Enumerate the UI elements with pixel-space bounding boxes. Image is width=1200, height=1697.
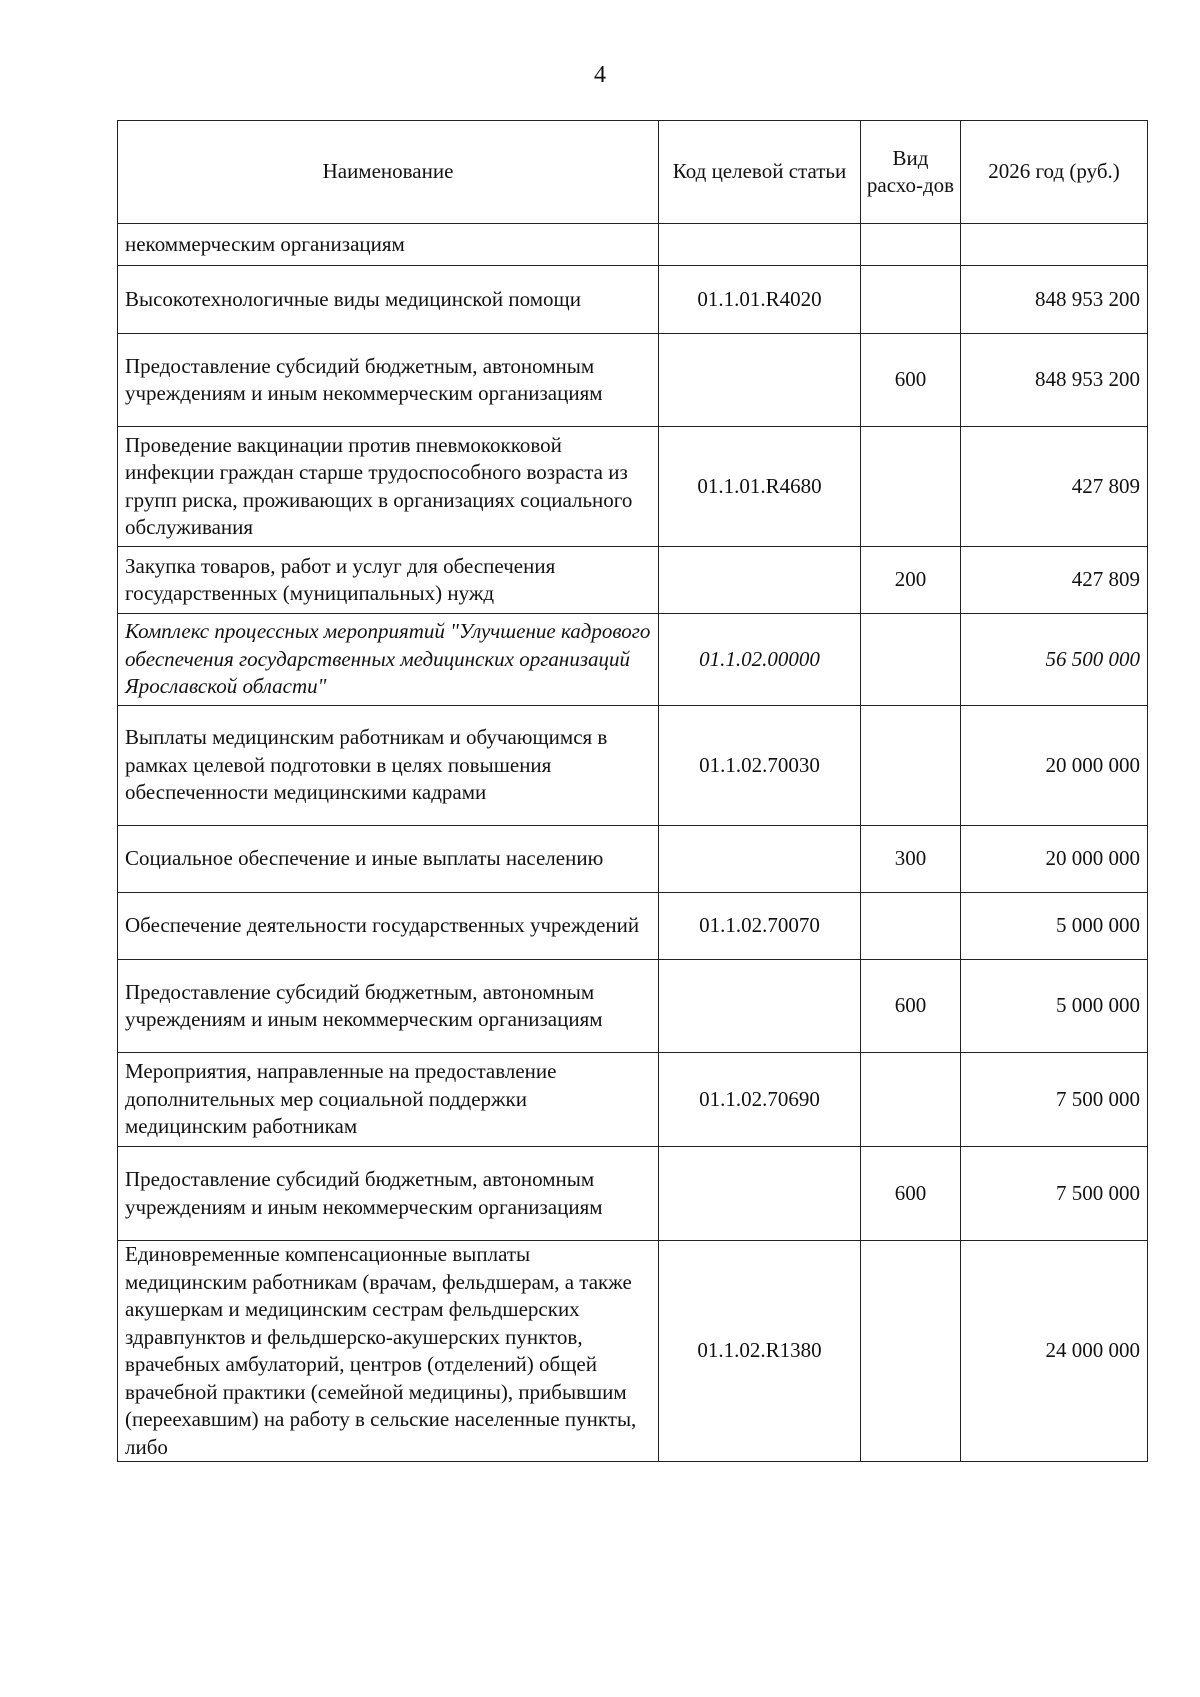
cell-code <box>659 547 861 614</box>
cell-name: некоммерческим организациям <box>118 224 659 266</box>
cell-name: Социальное обеспечение и иные выплаты населению <box>118 826 659 893</box>
cell-kind <box>861 1241 961 1462</box>
cell-code <box>659 224 861 266</box>
table-row <box>118 547 1148 614</box>
cell-name: Предоставление субсидий бюджетным, автономным учреждениям и иным некоммерческим организациям <box>118 334 659 427</box>
cell-amount: 848 953 200 <box>961 334 1148 427</box>
cell-name: Закупка товаров, работ и услуг для обеспечения государственных (муниципальных) нужд <box>118 547 659 614</box>
cell-amount: 56 500 000 <box>961 614 1148 706</box>
cell-code <box>659 826 861 893</box>
cell-amount: 848 953 200 <box>961 266 1148 334</box>
cell-kind: 600 <box>861 960 961 1053</box>
page-number: 4 <box>594 62 606 88</box>
cell-code: 01.1.02.00000 <box>659 614 861 706</box>
table-row <box>118 427 1148 547</box>
cell-amount: 24 000 000 <box>961 1241 1148 1462</box>
table-row <box>118 826 1148 893</box>
table-row <box>118 706 1148 826</box>
cell-kind <box>861 893 961 960</box>
table-row <box>118 893 1148 960</box>
cell-amount: 5 000 000 <box>961 960 1148 1053</box>
cell-code: 01.1.01.R4680 <box>659 427 861 547</box>
cell-amount: 427 809 <box>961 547 1148 614</box>
cell-kind <box>861 1053 961 1147</box>
cell-name: Высокотехнологичные виды медицинской помощи <box>118 266 659 334</box>
table-row <box>118 1241 1148 1462</box>
cell-name: Предоставление субсидий бюджетным, автономным учреждениям и иным некоммерческим организациям <box>118 1147 659 1241</box>
cell-amount <box>961 224 1148 266</box>
cell-amount: 20 000 000 <box>961 706 1148 826</box>
cell-kind <box>861 224 961 266</box>
cell-name: Единовременные компенсационные выплаты медицинским работникам (врачам, фельдшерам, а также акушеркам и медицинским сестрам фельдшерских здравпунктов и фельдшерско-акушерских пунктов, врачебных амбулаторий, центров (отделений) общей врачебной практики (семейной медицины), прибывшим (переехавшим) на работу в сельские населенные пункты, либо <box>118 1241 659 1462</box>
header-kind: Вид расхо-дов <box>861 121 961 224</box>
cell-kind: 600 <box>861 1147 961 1241</box>
cell-amount: 20 000 000 <box>961 826 1148 893</box>
cell-code: 01.1.01.R4020 <box>659 266 861 334</box>
cell-name: Проведение вакцинации против пневмококковой инфекции граждан старше трудоспособного возраста из групп риска, проживающих в организациях социального обслуживания <box>118 427 659 547</box>
table-row <box>118 334 1148 427</box>
cell-kind: 200 <box>861 547 961 614</box>
table-row <box>118 1147 1148 1241</box>
cell-name: Выплаты медицинским работникам и обучающимся в рамках целевой подготовки в целях повышения обеспеченности медицинскими кадрами <box>118 706 659 826</box>
table-row <box>118 614 1148 706</box>
table-row <box>118 960 1148 1053</box>
table-header-row <box>118 121 1148 224</box>
cell-amount: 7 500 000 <box>961 1147 1148 1241</box>
table-row <box>118 266 1148 334</box>
table-row <box>118 224 1148 266</box>
cell-name: Мероприятия, направленные на предоставление дополнительных мер социальной поддержки медицинским работникам <box>118 1053 659 1147</box>
header-name: Наименование <box>118 121 659 224</box>
cell-amount: 427 809 <box>961 427 1148 547</box>
cell-code <box>659 960 861 1053</box>
cell-code: 01.1.02.70030 <box>659 706 861 826</box>
cell-code <box>659 334 861 427</box>
cell-code: 01.1.02.70690 <box>659 1053 861 1147</box>
budget-table <box>117 120 1148 1462</box>
cell-amount: 5 000 000 <box>961 893 1148 960</box>
table-row <box>118 1053 1148 1147</box>
header-amount: 2026 год (руб.) <box>961 121 1148 224</box>
cell-kind <box>861 266 961 334</box>
cell-kind <box>861 427 961 547</box>
cell-kind <box>861 614 961 706</box>
cell-kind: 300 <box>861 826 961 893</box>
cell-amount: 7 500 000 <box>961 1053 1148 1147</box>
cell-code: 01.1.02.R1380 <box>659 1241 861 1462</box>
header-code: Код целевой статьи <box>659 121 861 224</box>
cell-name: Предоставление субсидий бюджетным, автономным учреждениям и иным некоммерческим организациям <box>118 960 659 1053</box>
cell-name: Обеспечение деятельности государственных учреждений <box>118 893 659 960</box>
cell-code: 01.1.02.70070 <box>659 893 861 960</box>
cell-kind: 600 <box>861 334 961 427</box>
cell-kind <box>861 706 961 826</box>
cell-name: Комплекс процессных мероприятий "Улучшение кадрового обеспечения государственных медицинских организаций Ярославской области" <box>118 614 659 706</box>
cell-code <box>659 1147 861 1241</box>
